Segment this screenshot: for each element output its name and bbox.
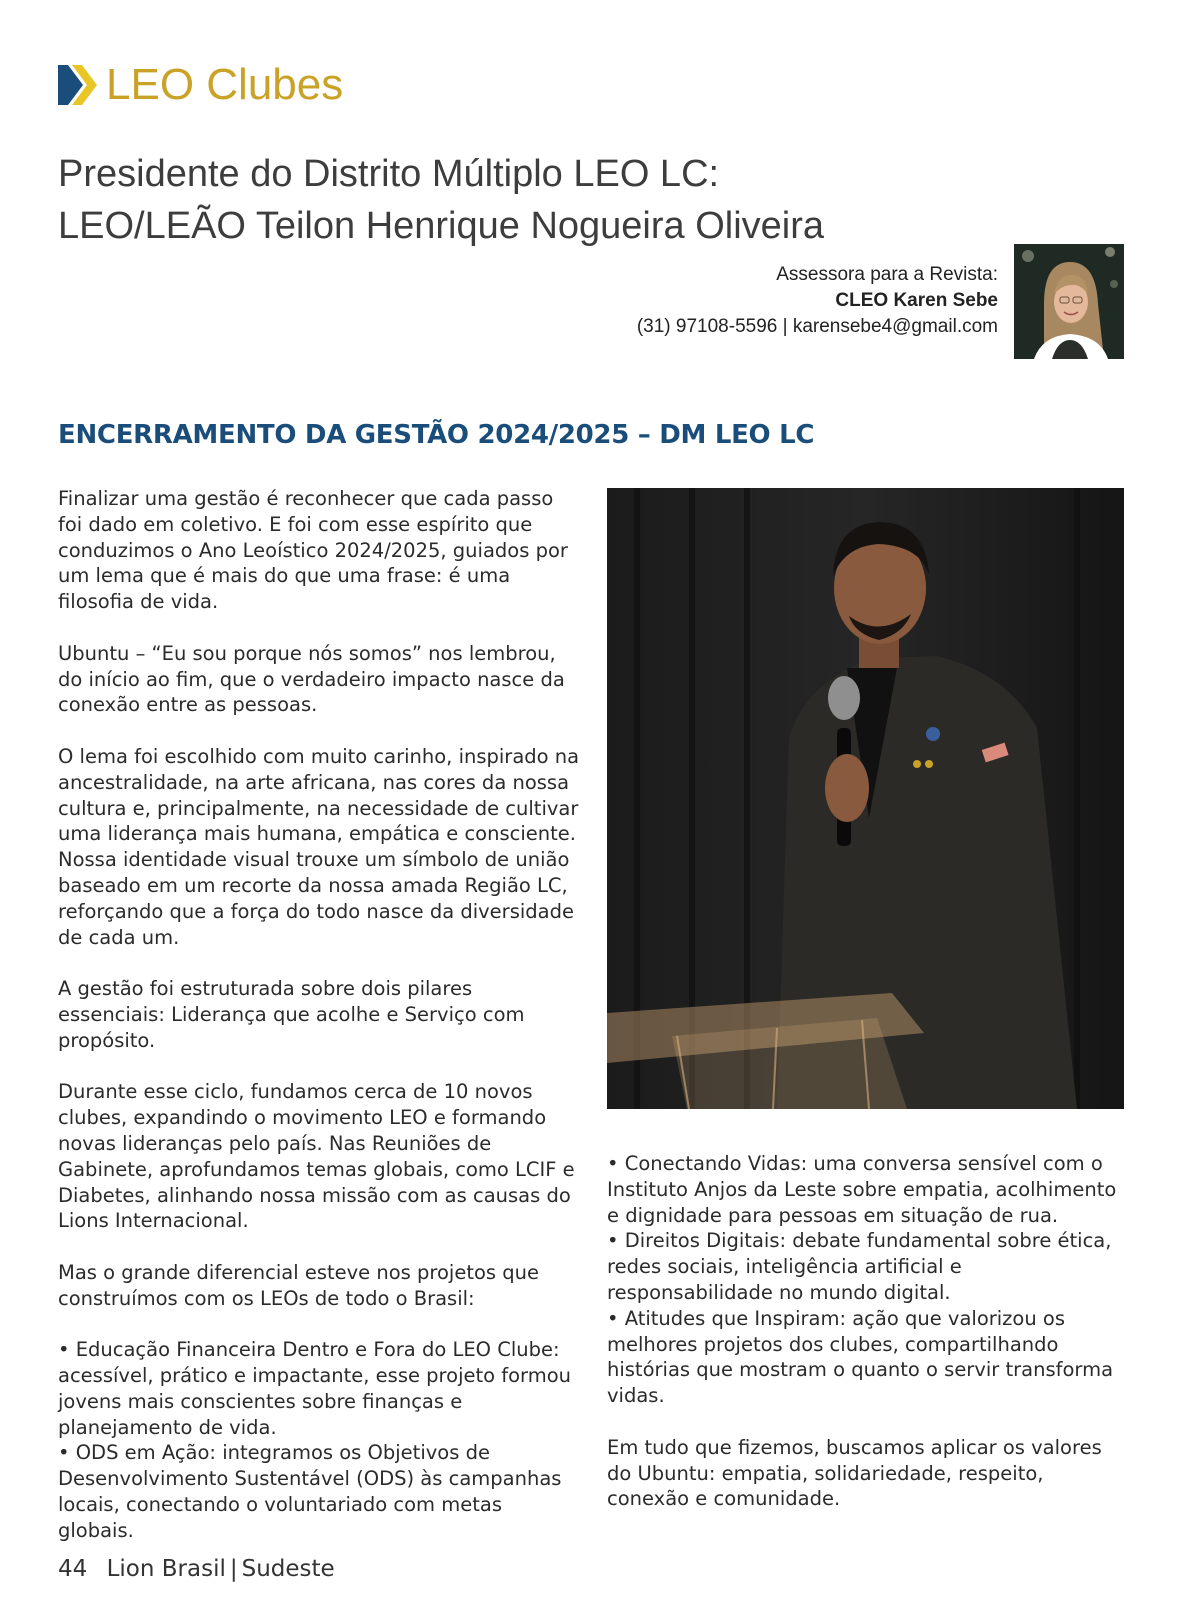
section-header <box>58 60 343 110</box>
footer-separator: | <box>229 1556 238 1582</box>
speaker-photo <box>607 488 1124 1109</box>
page-number: 44 <box>58 1556 88 1582</box>
page-headline <box>58 148 1058 252</box>
headline-line-2: LEO/LEÃO Teilon Henrique Nogueira Oliveira <box>58 205 825 247</box>
bullet-item: • Direitos Digitais: debate fundamental sobre ética, redes sociais, inteligência artificial e responsabilidade no mundo digital. <box>607 1229 1112 1304</box>
article-title: ENCERRAMENTO DA GESTÃO 2024/2025 – DM LEO LC <box>58 420 815 450</box>
paragraph: Mas o grande diferencial esteve nos projetos que construímos com os LEOs de todo o Brasil: <box>58 1260 540 1310</box>
credit-contact: (31) 97108-5596 | karensebe4@gmail.com <box>636 316 998 337</box>
author-photo <box>1014 244 1124 359</box>
bullet-item: • Conectando Vidas: uma conversa sensível com o Instituto Anjos da Leste sobre empatia, acolhimento e dignidade para pessoas em situação de rua. <box>607 1152 1117 1227</box>
page-footer <box>58 1556 335 1582</box>
headline-line-1: Presidente do Distrito Múltiplo LEO LC: <box>58 153 720 195</box>
publication-region: Sudeste <box>241 1556 335 1582</box>
publication-name: Lion Brasil <box>106 1556 226 1582</box>
credit-label: Assessora para a Revista: <box>776 264 998 285</box>
bullet-item: • ODS em Ação: integramos os Objetivos de Desenvolvimento Sustentável (ODS) às campanhas locais, conectando o voluntariado com metas globais. <box>58 1441 562 1542</box>
closing-paragraph: Em tudo que fizemos, buscamos aplicar os valores do Ubuntu: empatia, solidariedade, respeito, conexão e comunidade. <box>607 1435 1102 1511</box>
credit-name: CLEO Karen Sebe <box>835 290 998 311</box>
bullet-item: • Atitudes que Inspiram: ação que valorizou os melhores projetos dos clubes, compartilhando histórias que mostram o quanto o servir transforma vidas. <box>607 1306 1114 1408</box>
author-credit <box>637 262 998 340</box>
chevron-arrow-icon <box>58 63 98 107</box>
right-column <box>607 1151 1127 1538</box>
paragraph: O lema foi escolhido com muito carinho, inspirado na ancestralidade, na arte africana, nas cores da nossa cultura e, principalmente, na necessidade de cultivar uma liderança mais humana, empática e consciente. Nossa identidade visual trouxe um símbolo de união baseado em um recorte da nossa amada Região LC, reforçando que a força do todo nasce da diversidade de cada um. <box>58 744 580 949</box>
paragraph: Finalizar uma gestão é reconhecer que cada passo foi dado em coletivo. E foi com esse espírito que conduzimos o Ano Leoístico 2024/2025, guiados por um lema que é mais do que uma frase: é uma filosofia de vida. <box>58 487 568 614</box>
left-column <box>58 486 583 1544</box>
paragraph: A gestão foi estruturada sobre dois pilares essenciais: Liderança que acolhe e Serviço com propósito. <box>58 977 525 1052</box>
paragraph: Ubuntu – “Eu sou porque nós somos” nos lembrou, do início ao fim, que o verdadeiro impacto nasce da conexão entre as pessoas. <box>58 641 565 717</box>
section-title: LEO Clubes <box>106 60 344 109</box>
bullet-item: • Educação Financeira Dentro e Fora do LEO Clube: acessível, prático e impactante, esse projeto formou jovens mais conscientes sobre finanças e planejamento de vida. <box>58 1338 572 1439</box>
paragraph: Durante esse ciclo, fundamos cerca de 10 novos clubes, expandindo o movimento LEO e formando novas lideranças pelo país. Nas Reuniões de Gabinete, aprofundamos temas globais, como LCIF e Diabetes, alinhando nossa missão com as causas do Lions Internacional. <box>58 1080 575 1233</box>
